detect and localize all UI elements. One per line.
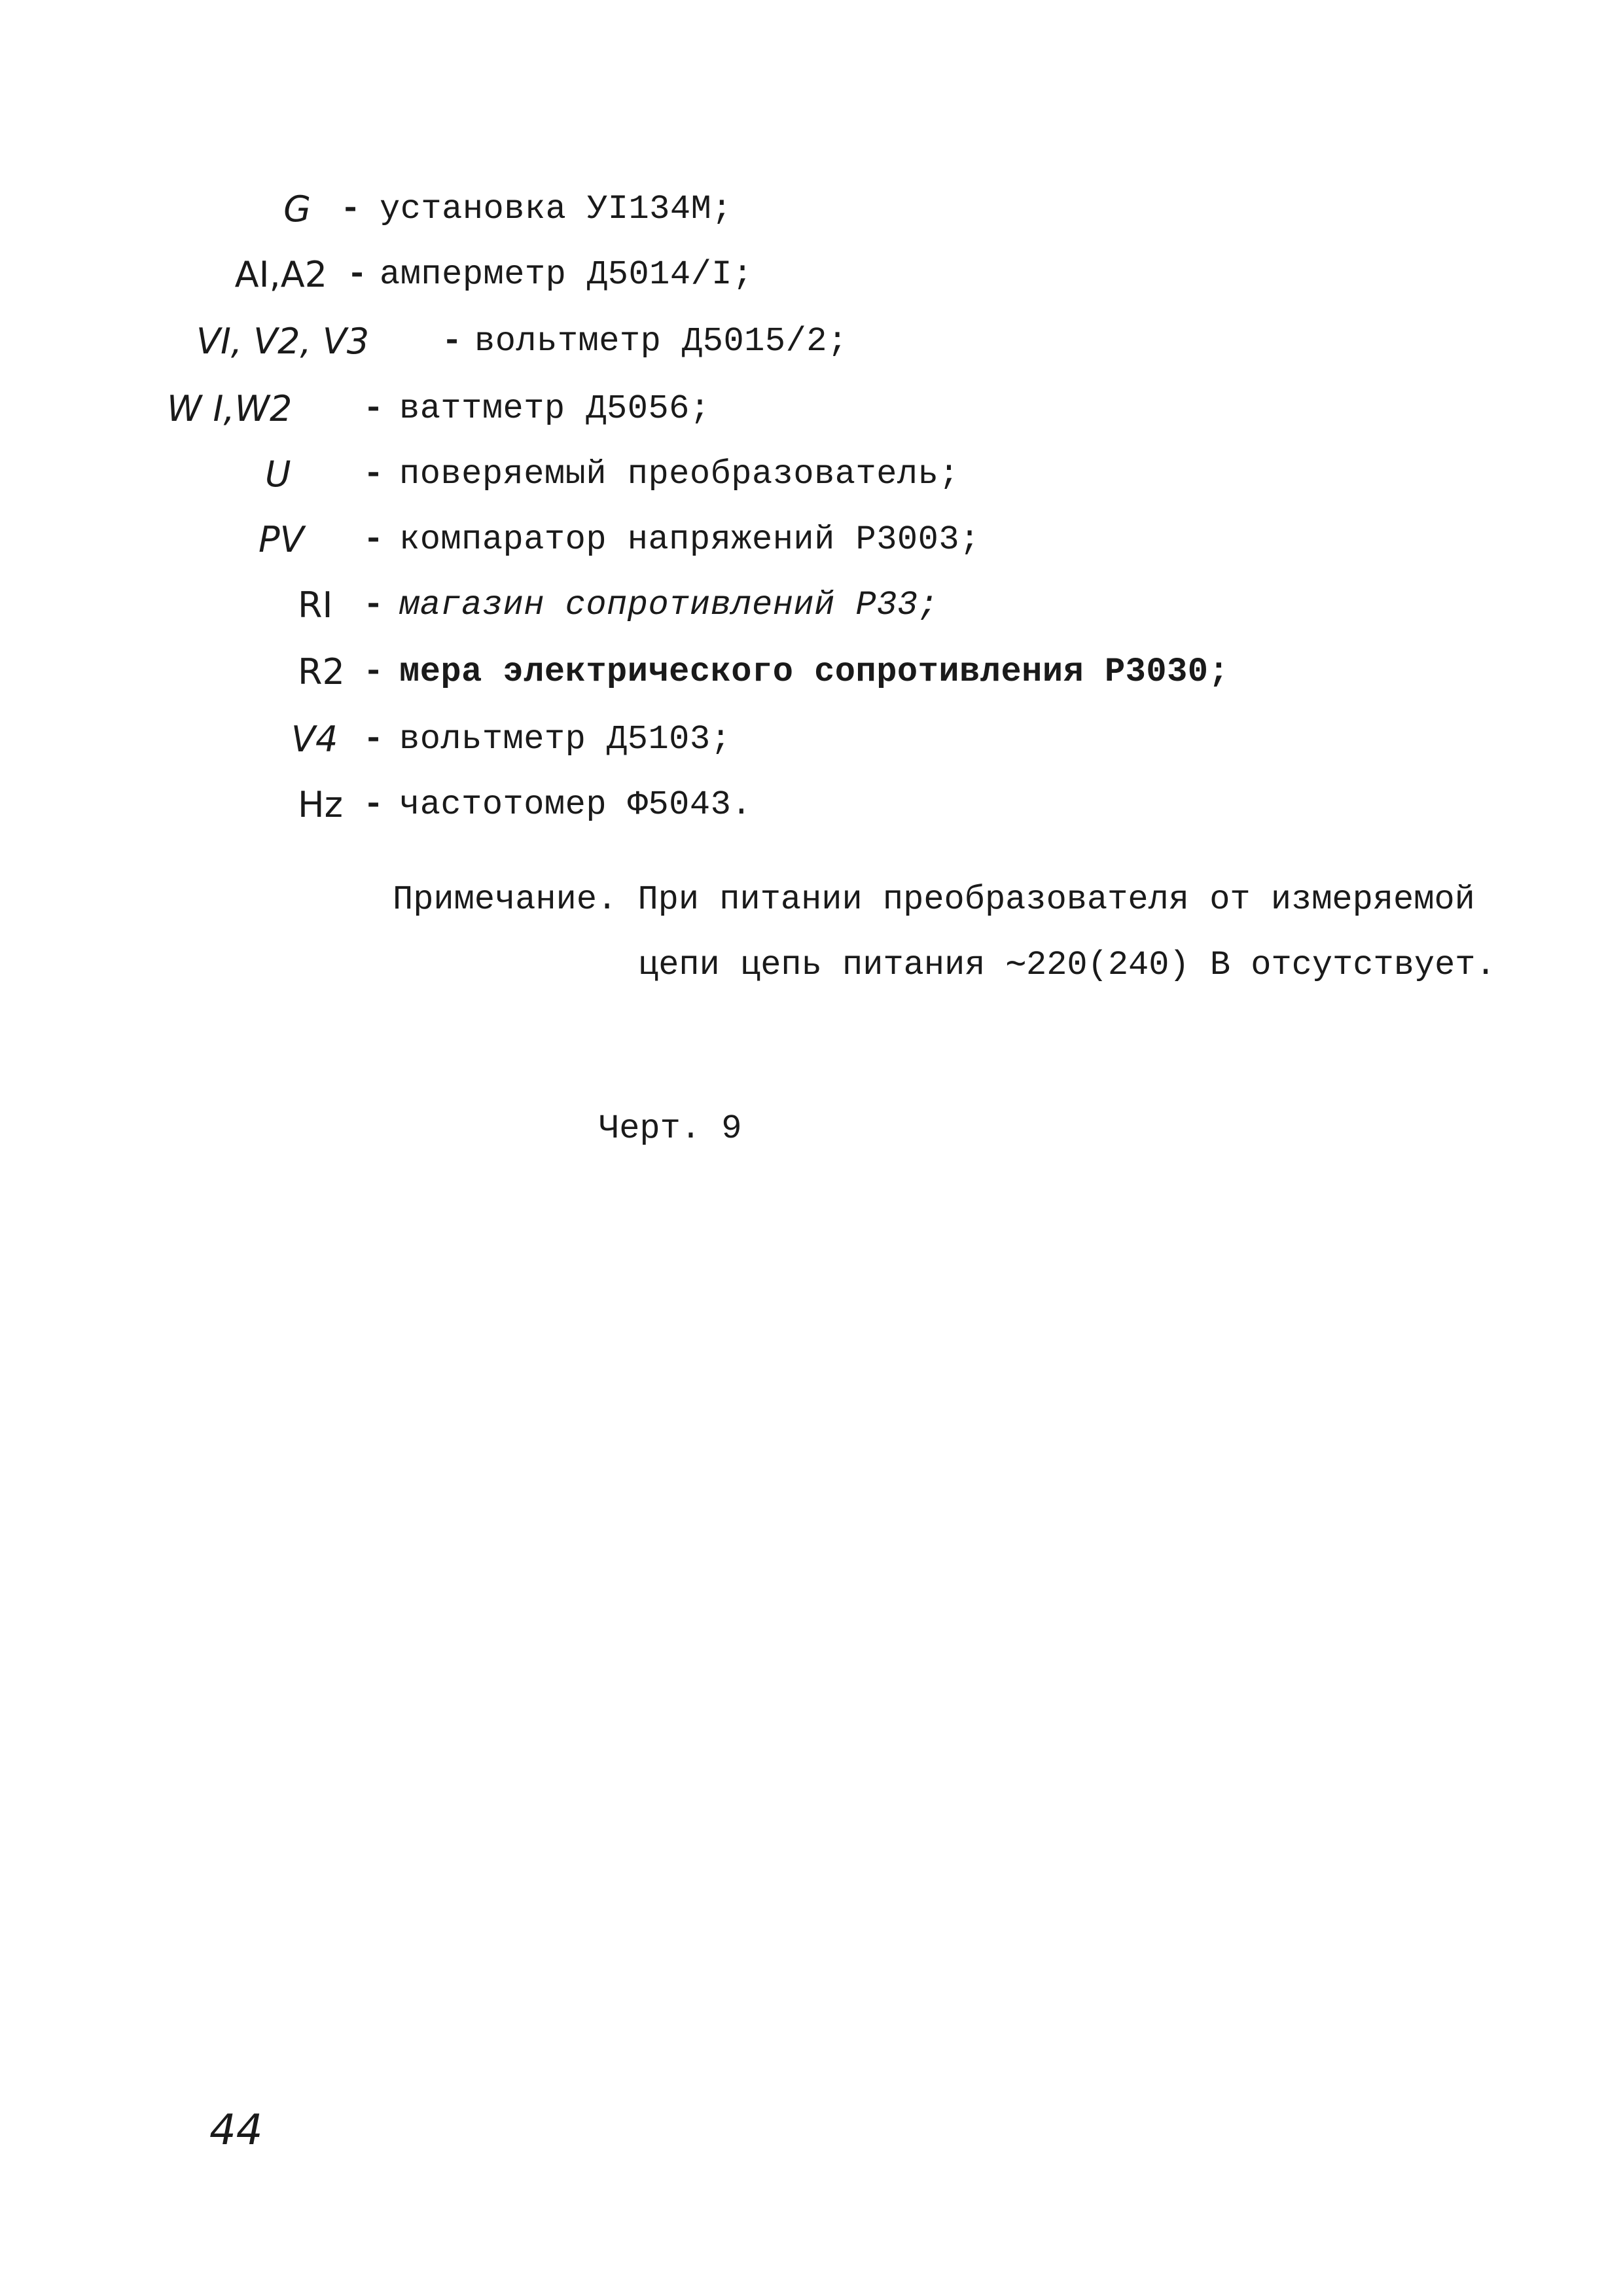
legend-dash: - bbox=[340, 190, 361, 228]
legend-dash: - bbox=[347, 255, 368, 294]
legend-dash: - bbox=[363, 389, 384, 428]
legend-symbol: U bbox=[265, 454, 291, 495]
legend-dash: - bbox=[363, 586, 384, 624]
legend-symbol: АI,А2 bbox=[234, 254, 327, 295]
legend-description: ваттметр Д5056; bbox=[399, 389, 711, 428]
legend-description: вольтметр Д5103; bbox=[399, 720, 732, 759]
legend-dash: - bbox=[363, 653, 384, 691]
legend-description: компаратор напряжений Р3003; bbox=[399, 520, 980, 559]
legend-dash: - bbox=[442, 322, 463, 361]
legend-description: амперметр Д5014/I; bbox=[380, 255, 753, 294]
legend-symbol: RI bbox=[298, 584, 333, 626]
page-number: 44 bbox=[209, 2106, 263, 2155]
legend-dash: - bbox=[363, 520, 384, 559]
legend-description: магазин сопротивлений Р33; bbox=[399, 586, 939, 624]
legend-dash: - bbox=[363, 455, 384, 493]
legend-symbol: VI, V2, V3 bbox=[196, 321, 370, 362]
legend-description: установка УI134М; bbox=[380, 190, 732, 228]
legend-description: вольтметр Д5015/2; bbox=[474, 322, 848, 361]
legend-symbol: Hz bbox=[298, 784, 343, 825]
figure-label: Черт. 9 bbox=[599, 1109, 742, 1148]
legend-description: частотомер Ф5043. bbox=[399, 785, 752, 824]
legend-symbol: W I,W2 bbox=[167, 388, 293, 429]
legend-symbol: G bbox=[283, 188, 311, 230]
legend-description: поверяемый преобразователь; bbox=[399, 455, 960, 493]
legend-dash: - bbox=[363, 720, 384, 759]
legend-dash: - bbox=[363, 785, 384, 824]
legend-symbol: R2 bbox=[298, 651, 345, 692]
note-line-2: цепи цепь питания ∼220(240) В отсутствует. bbox=[638, 946, 1496, 984]
legend-symbol: V4 bbox=[291, 719, 338, 760]
note-line-1: Примечание. При питании преобразователя от измеряемой bbox=[393, 880, 1475, 919]
legend-description: мера электрического сопротивления Р3030; bbox=[399, 653, 1230, 691]
legend-symbol: PV bbox=[259, 519, 304, 560]
